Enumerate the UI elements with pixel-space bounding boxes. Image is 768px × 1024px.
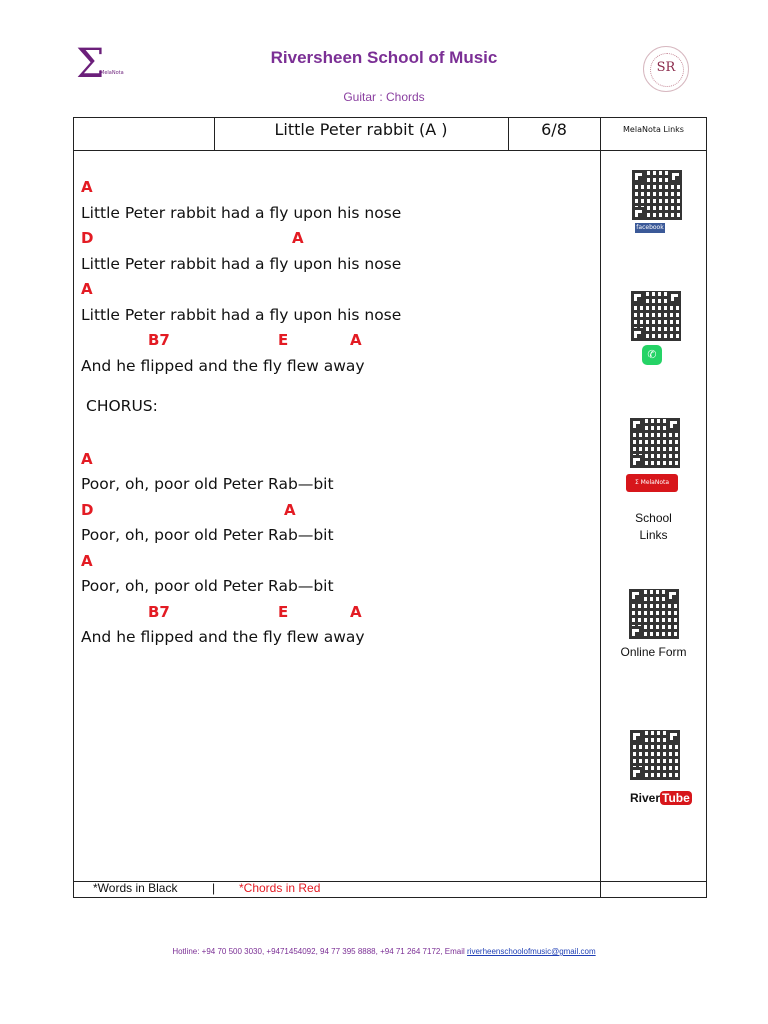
lyric-line: And he flipped and the fly flew away [81,628,365,646]
chord-label: A [350,331,362,349]
school-links-label-line2: Links [639,528,668,542]
chord-label: A [81,280,93,298]
online-form-label: Online Form [620,645,687,659]
whatsapp-icon[interactable]: ✆ [642,345,662,365]
chord-label: A [284,500,296,519]
chord-label: E [278,331,289,349]
chord-label: A [81,178,93,196]
youtube-qr-code[interactable] [630,418,680,468]
note-separator: | [212,881,216,895]
sigma-logo-icon: Σ [76,41,105,87]
chord-label: B7 [148,331,170,349]
school-seal-logo [643,46,689,92]
lyric-line: Poor, oh, poor old Peter Rab—bit [81,475,334,493]
song-title: Little Peter rabbit (A ) [274,120,448,139]
divider [74,150,706,151]
lyric-line: Poor, oh, poor old Peter Rab—bit [81,577,334,595]
chord-label: A [292,229,304,247]
facebook-qr-code[interactable] [632,170,682,220]
lyric-line: Little Peter rabbit had a fly upon his nose [81,254,402,273]
chord-label: A [350,602,362,621]
school-name: Riversheen School of Music [270,48,498,67]
lyric-line: Poor, oh, poor old Peter Rab—bit [81,526,334,544]
seal-monogram: SR [656,60,676,75]
chord-label: A [81,551,93,570]
whatsapp-qr-code[interactable] [631,291,681,341]
time-signature: 6/8 [541,120,567,139]
page-subtitle: Guitar : Chords [343,90,425,104]
chord-label: D [81,500,94,519]
chords-note: *Chords in Red [239,881,321,895]
rivertube-river: River [630,791,661,805]
chord-label: B7 [148,602,170,621]
lyric-line: Little Peter rabbit had a fly upon his nose [81,203,402,222]
chord-label: D [81,229,94,247]
school-links-label-line1: School [635,511,672,525]
rivertube-logo[interactable] [630,791,692,805]
chord-label: E [278,602,289,621]
hotline-footer [0,947,768,956]
logo-text: MelaNota [100,70,124,76]
lyric-line: Little Peter rabbit had a fly upon his nose [81,305,402,324]
divider [600,118,601,897]
youtube-badge[interactable]: Σ MelaNota [626,474,678,492]
lyric-line: And he flipped and the fly flew away [81,356,365,375]
links-header: MelaNota Links [623,125,684,134]
chorus-label: CHORUS: [86,397,158,415]
email-link[interactable]: riverheenschoolofmusic@gmail.com [467,947,596,956]
online-form-qr-code[interactable] [629,589,679,639]
chord-sheet-table [73,117,707,898]
hotline-text: Hotline: +94 70 500 3030, +9471454092, 94 77 395 8888, +94 71 264 7172, Email [172,947,468,956]
words-note: *Words in Black [93,881,178,895]
chord-label: A [81,449,93,468]
facebook-badge[interactable]: facebook [636,224,664,231]
rivertube-qr-code[interactable] [630,730,680,780]
school-links-label [601,510,706,544]
rivertube-tube: Tube [662,791,690,805]
